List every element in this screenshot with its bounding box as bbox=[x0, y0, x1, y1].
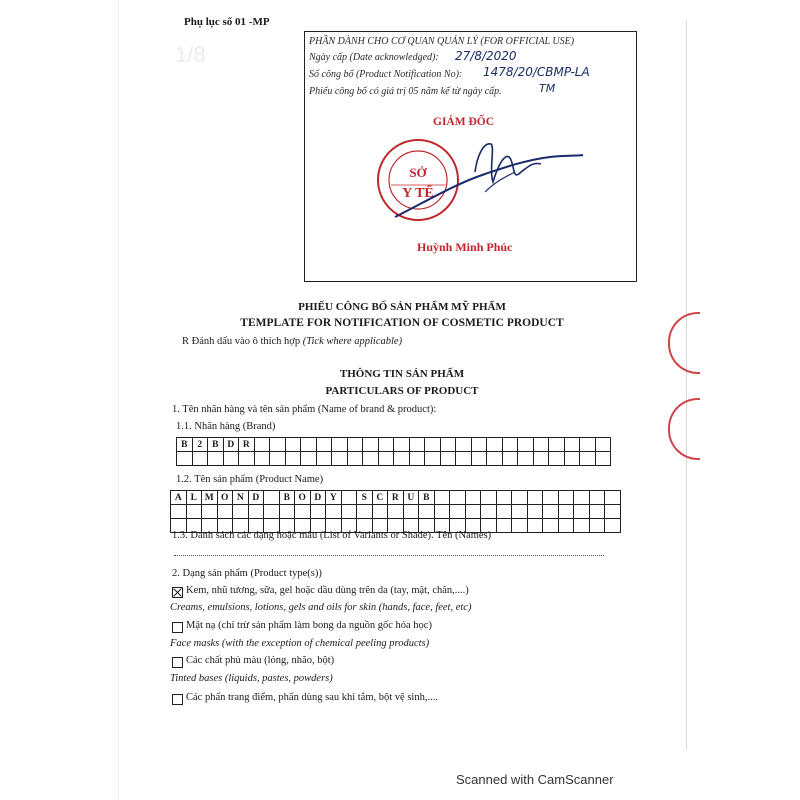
letter-cell bbox=[481, 491, 497, 505]
letter-cell bbox=[435, 505, 451, 519]
letter-cell bbox=[342, 505, 358, 519]
letter-cell bbox=[280, 505, 296, 519]
letter-cell bbox=[512, 505, 528, 519]
letter-cell: M bbox=[202, 491, 218, 505]
letter-cell bbox=[605, 519, 621, 533]
type-4-checkbox[interactable] bbox=[172, 694, 183, 705]
letter-cell bbox=[487, 438, 503, 452]
letter-cell bbox=[466, 505, 482, 519]
validity-initials: TM bbox=[539, 82, 556, 95]
letter-cell bbox=[373, 505, 389, 519]
director-title: GIÁM ĐỐC bbox=[433, 116, 495, 128]
brand-letter-grid bbox=[176, 437, 611, 452]
letter-cell bbox=[187, 505, 203, 519]
letter-cell bbox=[363, 452, 379, 466]
stamp-main-text: SỞ bbox=[409, 165, 427, 180]
letter-cell: D bbox=[249, 491, 265, 505]
letter-cell bbox=[497, 491, 513, 505]
letter-cell bbox=[410, 452, 426, 466]
letter-cell bbox=[456, 438, 472, 452]
letter-cell bbox=[357, 505, 373, 519]
annex-label: Phụ lục số 01 -MP bbox=[184, 16, 270, 28]
letter-cell bbox=[549, 438, 565, 452]
letter-cell bbox=[534, 452, 550, 466]
letter-cell bbox=[605, 505, 621, 519]
letter-cell bbox=[342, 491, 358, 505]
page-right-edge bbox=[686, 20, 687, 750]
letter-cell: B bbox=[419, 491, 435, 505]
letter-cell bbox=[518, 438, 534, 452]
type-3-vn: Các chất phủ màu (lỏng, nhão, bột) bbox=[186, 655, 335, 666]
letter-cell: Y bbox=[326, 491, 342, 505]
section-2-heading: 2. Dạng sản phẩm (Product type(s)) bbox=[172, 568, 322, 579]
letter-cell bbox=[574, 519, 590, 533]
letter-cell bbox=[512, 519, 528, 533]
particulars-vn: THÔNG TIN SẢN PHẨM bbox=[339, 368, 465, 380]
letter-cell bbox=[208, 452, 224, 466]
page-indicator: 1/8 bbox=[175, 42, 206, 67]
letter-cell: C bbox=[373, 491, 389, 505]
letter-cell bbox=[379, 452, 395, 466]
letter-cell bbox=[388, 505, 404, 519]
type-2-en: Face masks (with the exception of chemical peeling products) bbox=[170, 638, 430, 649]
letter-cell bbox=[574, 505, 590, 519]
tick-instruction-en: (Tick where applicable) bbox=[302, 336, 403, 347]
official-heading: PHẦN DÀNH CHO CƠ QUAN QUẢN LÝ (FOR OFFICIAL USE) bbox=[309, 36, 575, 47]
letter-cell bbox=[512, 491, 528, 505]
letter-cell bbox=[605, 491, 621, 505]
letter-cell bbox=[332, 452, 348, 466]
letter-cell bbox=[394, 452, 410, 466]
type-3-en: Tinted bases (liquids, pastes, powders) bbox=[170, 673, 333, 684]
letter-cell: B bbox=[177, 438, 193, 452]
letter-cell bbox=[239, 452, 255, 466]
letter-cell bbox=[441, 452, 457, 466]
letter-cell: L bbox=[187, 491, 203, 505]
letter-cell: S bbox=[357, 491, 373, 505]
letter-cell bbox=[534, 438, 550, 452]
letter-cell bbox=[590, 519, 606, 533]
tick-instruction bbox=[182, 336, 402, 347]
letter-cell bbox=[177, 452, 193, 466]
letter-cell bbox=[224, 452, 240, 466]
letter-cell bbox=[559, 491, 575, 505]
tick-instruction-vn: R Đánh dấu vào ô thích hợp bbox=[182, 336, 301, 347]
letter-cell bbox=[202, 505, 218, 519]
letter-cell bbox=[481, 505, 497, 519]
variants-dotted-line bbox=[174, 555, 604, 556]
letter-cell bbox=[543, 505, 559, 519]
type-2-vn: Mặt nạ (chỉ trừ sản phẩm làm bong da nguồn gốc hóa học) bbox=[186, 620, 432, 631]
letter-cell: A bbox=[171, 491, 187, 505]
letter-cell bbox=[317, 452, 333, 466]
letter-cell bbox=[348, 438, 364, 452]
letter-cell bbox=[255, 452, 271, 466]
letter-cell: D bbox=[311, 491, 327, 505]
letter-cell bbox=[264, 505, 280, 519]
letter-cell bbox=[264, 491, 280, 505]
letter-cell bbox=[255, 438, 271, 452]
letter-cell: N bbox=[233, 491, 249, 505]
letter-cell bbox=[295, 505, 311, 519]
type-3-checkbox[interactable] bbox=[172, 657, 183, 668]
letter-cell bbox=[404, 505, 420, 519]
letter-cell bbox=[549, 452, 565, 466]
letter-cell: U bbox=[404, 491, 420, 505]
letter-cell bbox=[543, 519, 559, 533]
letter-cell bbox=[580, 438, 596, 452]
page-left-edge bbox=[118, 0, 119, 800]
letter-cell bbox=[419, 505, 435, 519]
signer-name: Huỳnh Minh Phúc bbox=[417, 240, 513, 254]
title-vn: PHIẾU CÔNG BỐ SẢN PHẨM MỸ PHẨM bbox=[298, 301, 506, 313]
letter-cell bbox=[348, 452, 364, 466]
number-label: Số công bố (Product Notification No): bbox=[309, 69, 463, 80]
product-name-grid-row2 bbox=[170, 504, 621, 519]
letter-cell bbox=[528, 505, 544, 519]
signature-mark bbox=[365, 122, 585, 232]
letter-cell bbox=[249, 505, 265, 519]
letter-cell bbox=[456, 452, 472, 466]
letter-cell bbox=[379, 438, 395, 452]
letter-cell bbox=[565, 452, 581, 466]
product-name-grid bbox=[170, 490, 621, 505]
letter-cell: D bbox=[224, 438, 240, 452]
type-4-vn: Các phấn trang điểm, phấn dùng sau khi tắm, bột vệ sinh,.... bbox=[186, 692, 438, 703]
letter-cell bbox=[286, 452, 302, 466]
letter-cell bbox=[171, 505, 187, 519]
letter-cell bbox=[472, 438, 488, 452]
letter-cell bbox=[497, 519, 513, 533]
letter-cell bbox=[425, 452, 441, 466]
letter-cell bbox=[450, 505, 466, 519]
letter-cell: B bbox=[208, 438, 224, 452]
letter-cell bbox=[497, 505, 513, 519]
letter-cell bbox=[543, 491, 559, 505]
letter-cell bbox=[528, 519, 544, 533]
letter-cell bbox=[286, 438, 302, 452]
letter-cell bbox=[410, 438, 426, 452]
type-1-checkbox[interactable] bbox=[172, 587, 183, 598]
letter-cell bbox=[301, 452, 317, 466]
title-en: TEMPLATE FOR NOTIFICATION OF COSMETIC PRODUCT bbox=[240, 317, 564, 329]
letter-cell bbox=[301, 438, 317, 452]
letter-cell bbox=[270, 452, 286, 466]
letter-cell bbox=[518, 452, 534, 466]
letter-cell bbox=[218, 505, 234, 519]
letter-cell: 2 bbox=[193, 438, 209, 452]
letter-cell bbox=[450, 491, 466, 505]
stamp-sub-text: Y TẾ bbox=[402, 186, 434, 201]
letter-cell bbox=[565, 438, 581, 452]
section-1-1-heading: 1.1. Nhãn hàng (Brand) bbox=[176, 421, 276, 432]
letter-cell bbox=[311, 505, 327, 519]
letter-cell: O bbox=[295, 491, 311, 505]
letter-cell bbox=[487, 452, 503, 466]
letter-cell bbox=[394, 438, 410, 452]
official-use-box bbox=[304, 31, 637, 282]
type-1-vn: Kem, nhũ tương, sữa, gel hoặc dầu dùng trên da (tay, mặt, chân,....) bbox=[186, 585, 469, 596]
letter-cell bbox=[596, 438, 612, 452]
section-1-2-heading: 1.2. Tên sản phẩm (Product Name) bbox=[176, 474, 324, 485]
letter-cell bbox=[425, 438, 441, 452]
validity-label: Phiếu công bố có giá trị 05 năm kể từ ngày cấp. bbox=[309, 86, 502, 97]
letter-cell bbox=[503, 438, 519, 452]
letter-cell bbox=[503, 452, 519, 466]
section-1-3-heading: 1.3. Danh sách các dạng hoặc màu (List of Variants or Shade). Tên (Names) bbox=[172, 530, 492, 541]
letter-cell bbox=[590, 505, 606, 519]
letter-cell bbox=[193, 452, 209, 466]
camscanner-watermark: Scanned with CamScanner bbox=[456, 772, 614, 787]
letter-cell bbox=[559, 519, 575, 533]
letter-cell bbox=[466, 491, 482, 505]
letter-cell: R bbox=[239, 438, 255, 452]
date-value: 27/8/2020 bbox=[455, 49, 517, 63]
letter-cell bbox=[317, 438, 333, 452]
section-1-heading: 1. Tên nhãn hàng và tên sản phẩm (Name of brand & product): bbox=[172, 404, 437, 415]
number-value: 1478/20/CBMP-LA bbox=[483, 65, 590, 79]
letter-cell bbox=[590, 491, 606, 505]
letter-cell: O bbox=[218, 491, 234, 505]
letter-cell bbox=[472, 452, 488, 466]
letter-cell bbox=[596, 452, 612, 466]
type-2-checkbox[interactable] bbox=[172, 622, 183, 633]
letter-cell bbox=[580, 452, 596, 466]
type-1-en: Creams, emulsions, lotions, gels and oils for skin (hands, face, feet, etc) bbox=[170, 602, 472, 613]
letter-cell bbox=[528, 491, 544, 505]
letter-cell bbox=[574, 491, 590, 505]
date-label: Ngày cấp (Date acknowledged): bbox=[309, 52, 439, 63]
letter-cell bbox=[363, 438, 379, 452]
particulars-en: PARTICULARS OF PRODUCT bbox=[325, 385, 479, 397]
letter-cell bbox=[233, 505, 249, 519]
brand-letter-grid-row2 bbox=[176, 451, 611, 466]
letter-cell bbox=[435, 491, 451, 505]
letter-cell bbox=[559, 505, 575, 519]
letter-cell bbox=[270, 438, 286, 452]
letter-cell bbox=[441, 438, 457, 452]
letter-cell bbox=[326, 505, 342, 519]
letter-cell bbox=[332, 438, 348, 452]
letter-cell: R bbox=[388, 491, 404, 505]
letter-cell: B bbox=[280, 491, 296, 505]
